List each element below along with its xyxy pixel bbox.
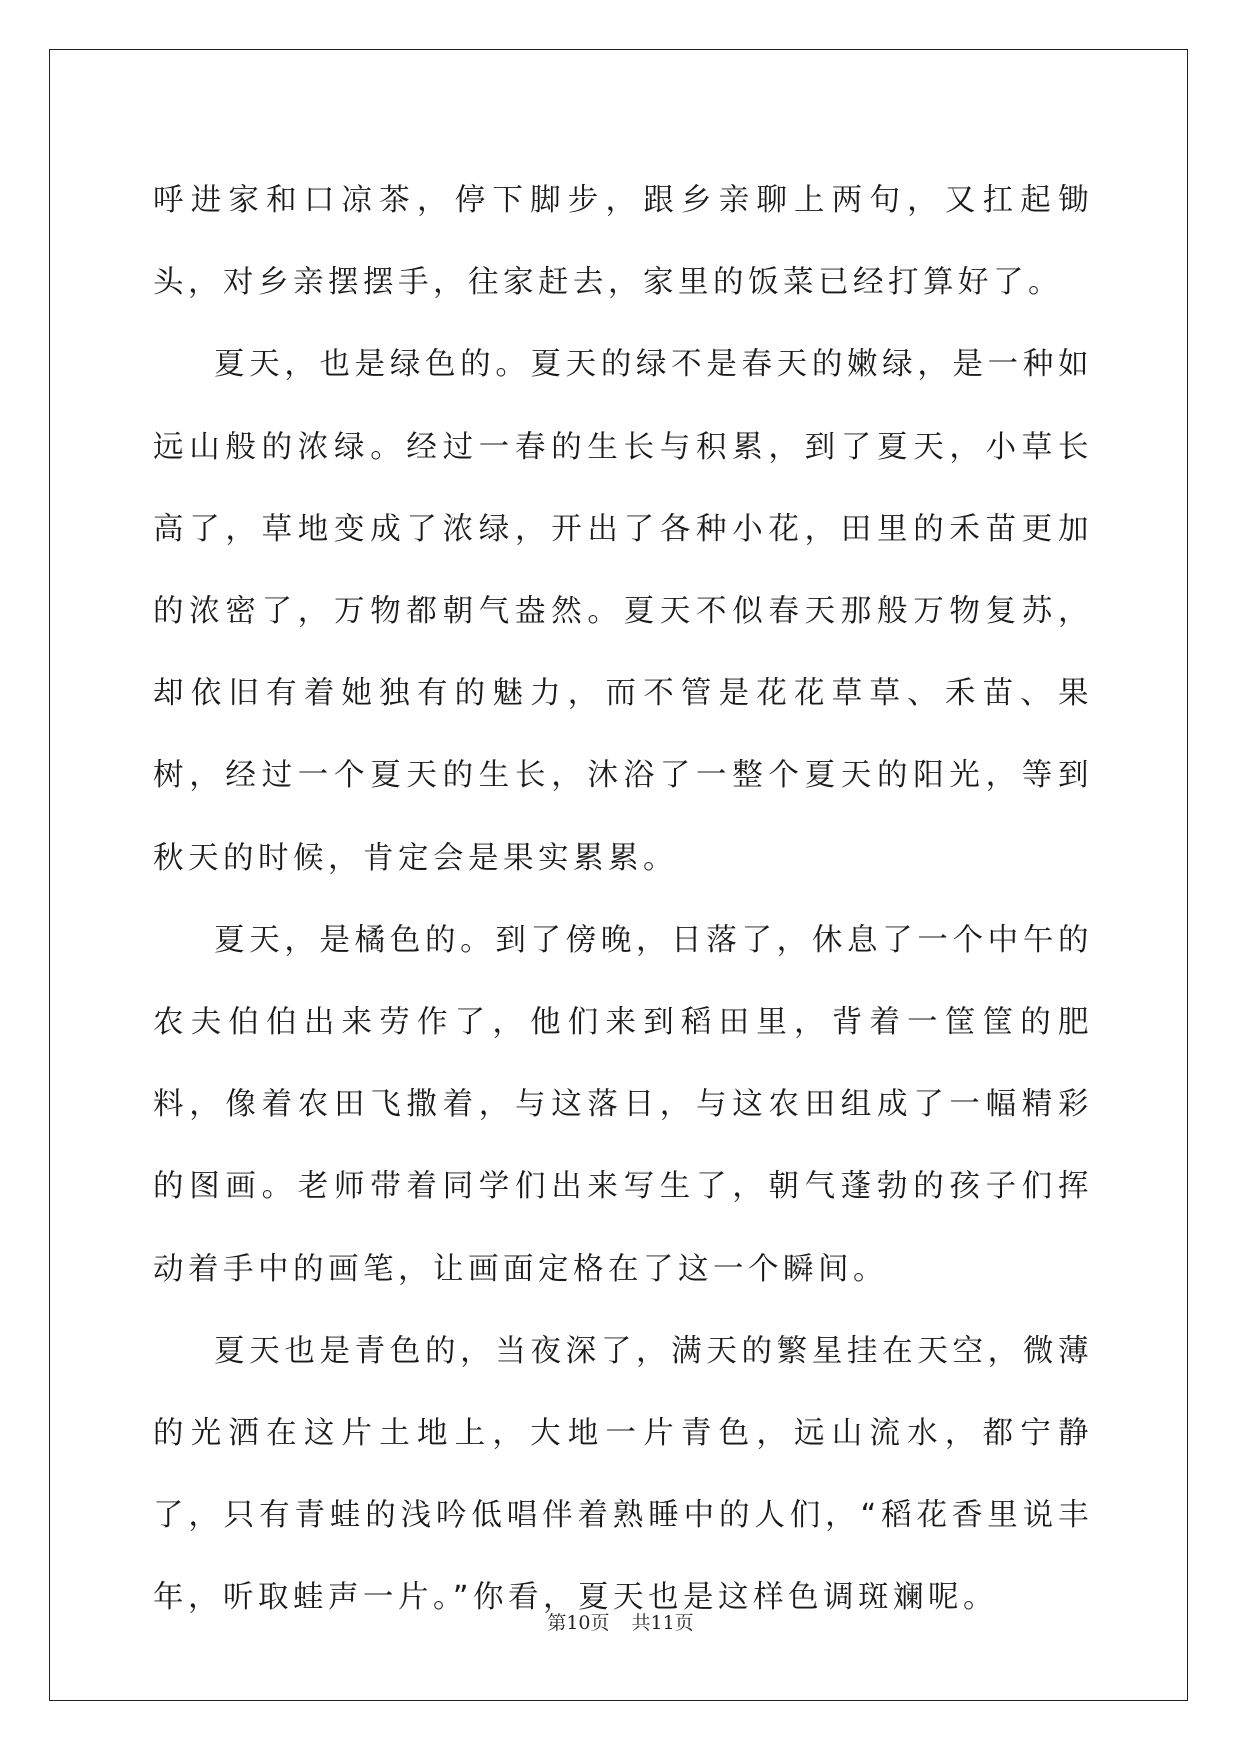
paragraph-1: 呼进家和口凉茶，停下脚步，跟乡亲聊上两句，又扛起锄头，对乡亲摆摆手，往家赶去，家里的饭菜已经打算好了。 bbox=[153, 183, 1093, 301]
page-footer bbox=[0, 1608, 1241, 1635]
page-number: 第10页 bbox=[547, 1612, 610, 1634]
page-total: 共11页 bbox=[631, 1612, 694, 1634]
document-body bbox=[153, 160, 1093, 1640]
paragraph-2: 夏天，也是绿色的。夏天的绿不是春天的嫩绿，是一种如远山般的浓绿。经过一春的生长与积累，到了夏天，小草长高了，草地变成了浓绿，开出了各种小花，田里的禾苗更加的浓密了，万物都朝气盎然。夏天不似春天那般万物复苏，却依旧有着她独有的魅力，而不管是花花草草、禾苗、果树，经过一个夏天的生长，沐浴了一整个夏天的阳光，等到秋天的时候，肯定会是果实累累。 bbox=[153, 347, 1093, 876]
paragraph-3: 夏天，是橘色的。到了傍晚，日落了，休息了一个中午的农夫伯伯出来劳作了，他们来到稻田里，背着一筐筐的肥料，像着农田飞撒着，与这落日，与这农田组成了一幅精彩的图画。老师带着同学们出来写生了，朝气蓬勃的孩子们挥动着手中的画笔，让画面定格在了这一个瞬间。 bbox=[153, 922, 1093, 1287]
paragraph-4: 夏天也是青色的，当夜深了，满天的繁星挂在天空，微薄的光洒在这片土地上，大地一片青色，远山流水，都宁静了，只有青蛙的浅吟低唱伴着熟睡中的人们，“稻花香里说丰年，听取蛙声一片。”你看，夏天也是这样色调斑斓呢。 bbox=[153, 1333, 1093, 1616]
